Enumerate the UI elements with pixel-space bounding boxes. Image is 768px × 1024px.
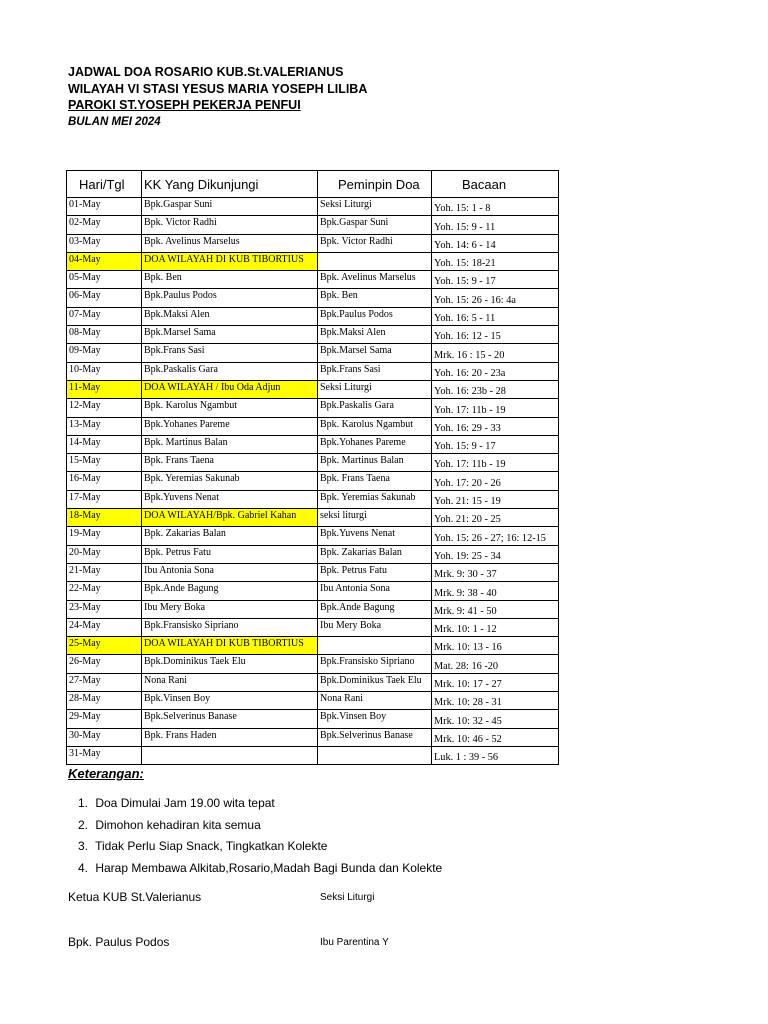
cell-leader: Bpk.Ande Bagung	[318, 600, 432, 618]
cell-leader: Bpk.Yuvens Nenat	[318, 527, 432, 545]
cell-kk: Bpk.Yohanes Pareme	[142, 417, 318, 435]
cell-reading: Mat. 28: 16 -20	[432, 655, 559, 673]
notes-title: Keterangan:	[68, 766, 144, 781]
table-row	[67, 399, 559, 417]
cell-reading: Yoh. 15: 1 - 8	[432, 198, 559, 216]
cell-kk: DOA WILAYAH / Ibu Oda Adjun	[142, 380, 318, 398]
cell-kk: Bpk.Maksi Alen	[142, 307, 318, 325]
cell-kk: Ibu Antonia Sona	[142, 563, 318, 581]
table-header-row	[67, 171, 559, 198]
cell-reading: Yoh. 15: 26 - 27; 16: 12-15	[432, 527, 559, 545]
cell-leader: Bpk.Vinsen Boy	[318, 710, 432, 728]
cell-kk: Bpk. Frans Haden	[142, 728, 318, 746]
table-row	[67, 600, 559, 618]
cell-date: 01-May	[67, 198, 142, 216]
cell-kk: Bpk. Victor Radhi	[142, 216, 318, 234]
cell-leader: Bpk.Selverinus Banase	[318, 728, 432, 746]
table-row	[67, 490, 559, 508]
col-header-kk: KK Yang Dikunjungi	[142, 171, 318, 198]
cell-date: 22-May	[67, 582, 142, 600]
cell-leader: Seksi Liturgi	[318, 198, 432, 216]
table-row	[67, 527, 559, 545]
table-row	[67, 637, 559, 655]
cell-reading: Luk. 1 : 39 - 56	[432, 746, 559, 764]
cell-date: 23-May	[67, 600, 142, 618]
cell-leader: Seksi Liturgi	[318, 380, 432, 398]
cell-leader: Bpk. Ben	[318, 289, 432, 307]
cell-reading: Yoh. 16: 20 - 23a	[432, 362, 559, 380]
notes-list	[78, 795, 443, 881]
schedule-body	[67, 198, 559, 765]
cell-kk: Bpk.Paskalis Gara	[142, 362, 318, 380]
cell-reading: Mrk. 10: 17 - 27	[432, 673, 559, 691]
cell-date: 27-May	[67, 673, 142, 691]
cell-date: 04-May	[67, 252, 142, 270]
cell-kk: Bpk. Martinus Balan	[142, 435, 318, 453]
cell-reading: Mrk. 10: 13 - 16	[432, 637, 559, 655]
cell-reading: Mrk. 9: 30 - 37	[432, 563, 559, 581]
title-line-1: JADWAL DOA ROSARIO KUB.St.VALERIANUS	[68, 65, 344, 79]
cell-date: 11-May	[67, 380, 142, 398]
cell-kk: Bpk.Yuvens Nenat	[142, 490, 318, 508]
table-row	[67, 655, 559, 673]
table-row	[67, 582, 559, 600]
cell-date: 05-May	[67, 271, 142, 289]
table-row	[67, 289, 559, 307]
cell-leader: Bpk. Martinus Balan	[318, 454, 432, 472]
cell-reading: Mrk. 10: 28 - 31	[432, 692, 559, 710]
cell-leader	[318, 637, 432, 655]
table-row	[67, 472, 559, 490]
cell-date: 30-May	[67, 728, 142, 746]
cell-reading: Yoh. 15: 9 - 11	[432, 216, 559, 234]
cell-reading: Yoh. 15: 9 - 17	[432, 435, 559, 453]
cell-date: 02-May	[67, 216, 142, 234]
table-row	[67, 326, 559, 344]
cell-reading: Yoh. 15: 9 - 17	[432, 271, 559, 289]
cell-date: 26-May	[67, 655, 142, 673]
cell-date: 12-May	[67, 399, 142, 417]
cell-kk: Bpk.Paulus Podos	[142, 289, 318, 307]
table-row	[67, 234, 559, 252]
table-row	[67, 563, 559, 581]
cell-leader: Bpk. Zakarias Balan	[318, 545, 432, 563]
cell-kk: Bpk.Frans Sasi	[142, 344, 318, 362]
cell-date: 06-May	[67, 289, 142, 307]
cell-leader: Ibu Antonia Sona	[318, 582, 432, 600]
cell-reading: Yoh. 17: 11b - 19	[432, 399, 559, 417]
cell-reading: Yoh. 15: 18-21	[432, 252, 559, 270]
table-row	[67, 710, 559, 728]
col-header-date: Hari/Tgl	[67, 171, 142, 198]
note-number: 1.	[78, 796, 89, 810]
cell-kk: Bpk.Vinsen Boy	[142, 692, 318, 710]
cell-kk: Bpk.Selverinus Banase	[142, 710, 318, 728]
cell-leader: Bpk. Victor Radhi	[318, 234, 432, 252]
cell-leader: seksi liturgi	[318, 509, 432, 527]
cell-leader: Bpk. Avelinus Marselus	[318, 271, 432, 289]
cell-reading: Mrk. 16 : 15 - 20	[432, 344, 559, 362]
cell-kk: DOA WILAYAH/Bpk. Gabriel Kahan	[142, 509, 318, 527]
cell-date: 18-May	[67, 509, 142, 527]
title-line-3: PAROKI ST.YOSEPH PEKERJA PENFUI	[68, 98, 301, 112]
cell-leader: Bpk. Frans Taena	[318, 472, 432, 490]
signature-right-title: Seksi Liturgi	[320, 892, 375, 903]
cell-reading: Mrk. 9: 41 - 50	[432, 600, 559, 618]
cell-reading: Yoh. 14: 6 - 14	[432, 234, 559, 252]
cell-kk: Bpk.Ande Bagung	[142, 582, 318, 600]
cell-leader	[318, 252, 432, 270]
title-line-2: WILAYAH VI STASI YESUS MARIA YOSEPH LILIBA	[68, 82, 368, 96]
cell-date: 31-May	[67, 746, 142, 764]
cell-reading: Yoh. 17: 20 - 26	[432, 472, 559, 490]
cell-date: 29-May	[67, 710, 142, 728]
cell-date: 03-May	[67, 234, 142, 252]
cell-date: 17-May	[67, 490, 142, 508]
note-text: Tidak Perlu Siap Snack, Tingkatkan Kolekte	[95, 839, 328, 853]
cell-reading: Yoh. 16: 12 - 15	[432, 326, 559, 344]
signature-right-name: Ibu Parentina Y	[320, 937, 389, 948]
table-row	[67, 618, 559, 636]
cell-leader: Bpk.Fransisko Sipriano	[318, 655, 432, 673]
cell-leader: Bpk.Dominikus Taek Elu	[318, 673, 432, 691]
col-header-leader: Peminpin Doa	[318, 171, 432, 198]
cell-leader: Bpk. Petrus Fatu	[318, 563, 432, 581]
table-row	[67, 344, 559, 362]
cell-date: 28-May	[67, 692, 142, 710]
table-row	[67, 271, 559, 289]
cell-date: 09-May	[67, 344, 142, 362]
cell-kk: Bpk. Petrus Fatu	[142, 545, 318, 563]
cell-kk: Bpk.Fransisko Sipriano	[142, 618, 318, 636]
cell-leader: Bpk. Karolus Ngambut	[318, 417, 432, 435]
cell-date: 20-May	[67, 545, 142, 563]
cell-reading: Mrk. 10: 1 - 12	[432, 618, 559, 636]
table-row	[67, 454, 559, 472]
note-item	[78, 860, 443, 882]
cell-kk: Bpk.Marsel Sama	[142, 326, 318, 344]
col-header-reading: Bacaan	[432, 171, 559, 198]
cell-date: 21-May	[67, 563, 142, 581]
cell-reading: Yoh. 21: 20 - 25	[432, 509, 559, 527]
cell-reading: Yoh. 16: 29 - 33	[432, 417, 559, 435]
cell-kk	[142, 746, 318, 764]
table-row	[67, 509, 559, 527]
cell-leader: Bpk.Maksi Alen	[318, 326, 432, 344]
cell-date: 10-May	[67, 362, 142, 380]
cell-kk: DOA WILAYAH DI KUB TIBORTIUS	[142, 637, 318, 655]
cell-reading: Yoh. 21: 15 - 19	[432, 490, 559, 508]
cell-leader: Nona Rani	[318, 692, 432, 710]
cell-reading: Yoh. 16: 5 - 11	[432, 307, 559, 325]
cell-reading: Yoh. 19: 25 - 34	[432, 545, 559, 563]
table-row	[67, 417, 559, 435]
note-text: Harap Membawa Alkitab,Rosario,Madah Bagi Bunda dan Kolekte	[95, 860, 443, 875]
table-row	[67, 692, 559, 710]
cell-leader	[318, 746, 432, 764]
table-row	[67, 252, 559, 270]
table-row	[67, 216, 559, 234]
table-row	[67, 362, 559, 380]
cell-kk: Bpk. Avelinus Marselus	[142, 234, 318, 252]
cell-leader: Bpk.Yohanes Pareme	[318, 435, 432, 453]
table-row	[67, 198, 559, 216]
table-row	[67, 380, 559, 398]
table-row	[67, 435, 559, 453]
table-row	[67, 673, 559, 691]
cell-kk: Nona Rani	[142, 673, 318, 691]
cell-kk: Bpk.Dominikus Taek Elu	[142, 655, 318, 673]
table-row	[67, 728, 559, 746]
cell-leader: Bpk.Paulus Podos	[318, 307, 432, 325]
cell-date: 07-May	[67, 307, 142, 325]
signature-left-name: Bpk. Paulus Podos	[68, 935, 170, 949]
cell-date: 15-May	[67, 454, 142, 472]
cell-kk: Bpk.Gaspar Suni	[142, 198, 318, 216]
note-number: 3.	[78, 839, 89, 853]
cell-date: 16-May	[67, 472, 142, 490]
note-number: 4.	[78, 860, 89, 875]
cell-date: 08-May	[67, 326, 142, 344]
cell-leader: Bpk.Frans Sasi	[318, 362, 432, 380]
cell-kk: Bpk. Yeremias Sakunab	[142, 472, 318, 490]
note-item	[78, 795, 442, 817]
cell-leader: Bpk.Gaspar Suni	[318, 216, 432, 234]
cell-kk: Ibu Mery Boka	[142, 600, 318, 618]
cell-kk: DOA WILAYAH DI KUB TIBORTIUS	[142, 252, 318, 270]
cell-reading: Yoh. 15: 26 - 16: 4a	[432, 289, 559, 307]
cell-kk: Bpk. Ben	[142, 271, 318, 289]
cell-date: 24-May	[67, 618, 142, 636]
table-row	[67, 307, 559, 325]
cell-reading: Yoh. 17: 11b - 19	[432, 454, 559, 472]
cell-reading: Mrk. 9: 38 - 40	[432, 582, 559, 600]
cell-date: 25-May	[67, 637, 142, 655]
note-item	[78, 817, 442, 839]
cell-reading: Mrk. 10: 46 - 52	[432, 728, 559, 746]
cell-date: 14-May	[67, 435, 142, 453]
cell-leader: Bpk. Yeremias Sakunab	[318, 490, 432, 508]
table-row	[67, 545, 559, 563]
cell-leader: Bpk.Paskalis Gara	[318, 399, 432, 417]
cell-leader: Bpk.Marsel Sama	[318, 344, 432, 362]
cell-kk: Bpk. Zakarias Balan	[142, 527, 318, 545]
cell-kk: Bpk. Frans Taena	[142, 454, 318, 472]
note-text: Doa Dimulai Jam 19.00 wita tepat	[95, 796, 275, 810]
signature-left-title: Ketua KUB St.Valerianus	[68, 890, 202, 904]
table-row	[67, 746, 559, 764]
cell-leader: Ibu Mery Boka	[318, 618, 432, 636]
schedule-table	[66, 170, 559, 765]
note-text: Dimohon kehadiran kita semua	[95, 817, 261, 832]
cell-reading: Yoh. 16: 23b - 28	[432, 380, 559, 398]
title-month: BULAN MEI 2024	[68, 116, 161, 128]
cell-date: 13-May	[67, 417, 142, 435]
cell-date: 19-May	[67, 527, 142, 545]
cell-reading: Mrk. 10: 32 - 45	[432, 710, 559, 728]
note-number: 2.	[78, 817, 89, 832]
note-item	[78, 838, 442, 860]
cell-kk: Bpk. Karolus Ngambut	[142, 399, 318, 417]
